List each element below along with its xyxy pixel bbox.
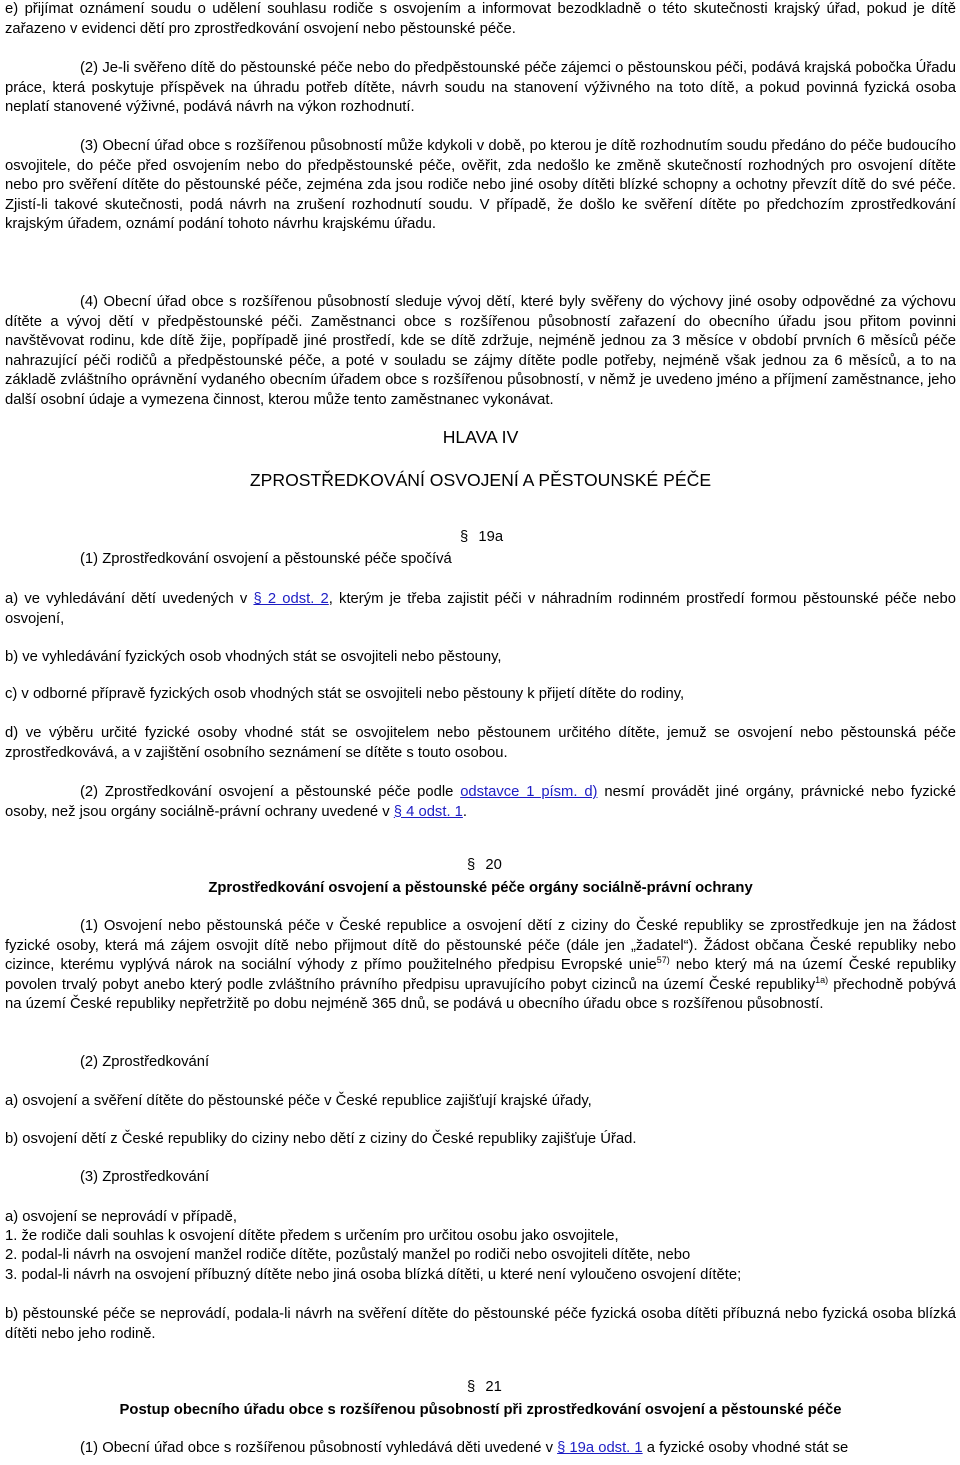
p1-text-part3: přechodně pobývá na území České republiky nepřetržitě po dobu nejméně 365 dnů, se podává u obecního úřadu obce s rozšířenou působností. xyxy=(5,976,956,1013)
section-21-heading: Postup obecního úřadu obce s rozšířenou působností při zprostředkování osvojení a pěstounské péče xyxy=(119,1402,842,1418)
section-symbol: § xyxy=(467,856,476,873)
section-20-label xyxy=(467,856,667,876)
section-21-label xyxy=(467,1378,667,1398)
p1-text-part2: nebo který má na území České republiky povolen trvalý pobyt anebo který podle zvláštního právního předpisu upravujícího pobyt cizinců na území České republiky xyxy=(5,957,957,993)
section-20-paragraph-3-item-a: a) osvojení se neprovádí v případě, xyxy=(5,1209,237,1225)
section-20-paragraph-3: (3) Zprostředkování xyxy=(80,1169,210,1185)
link-section-4-odst-1[interactable]: § 4 odst. 1 xyxy=(393,803,463,820)
section-20-paragraph-3-item-a-1: 1. že rodiče dali souhlas k osvojení dítěte předem s určením pro určitou osobu jako osvojitele, xyxy=(5,1228,619,1244)
section-20-paragraph-3-item-b: b) pěstounské péče se neprovádí, podala-li návrh na svěření dítěte do pěstounské péče fyzická osoba dítěti příbuzná nebo fyzická osoba blízká dítěti nebo jeho rodině. xyxy=(5,1306,956,1342)
paragraph-e: e) přijímat oznámení soudu o udělení souhlasu rodiče s osvojením a informovat bezodkladně o této skutečnosti krajský úřad, pokud je dítě zařazeno v evidenci dětí pro zprostředkování osvojení nebo pěstounské péče. xyxy=(5,1,956,37)
section-20-paragraph-2-item-b: b) osvojení dětí z České republiky do ciziny nebo dětí z ciziny do České republiky zajišťuje Úřad. xyxy=(5,1131,637,1147)
section-19a-label xyxy=(460,528,660,548)
p1-text-part1: (1) Osvojení nebo pěstounská péče v České republice a osvojení dětí z ciziny do České republiky se zprostředkuje jen na žádost fyzické osoby, která má zájem osvojit dítě nebo přijmout dítě do pěstounské péče (dále jen „žadatel“). Žádost občana České republiky nebo cizince, kterému vyplývá nárok na sociální výhody z přímo použitelného předpisu Evropské unie xyxy=(5,918,956,974)
section-20-paragraph-2-item-a: a) osvojení a svěření dítěte do pěstounské péče v České republice zajišťují krajské úřady, xyxy=(5,1093,592,1109)
section-19a-intro: (1) Zprostředkování osvojení a pěstounské péče spočívá xyxy=(80,551,452,567)
p2-text-end: . xyxy=(462,803,468,820)
section-20-paragraph-3-item-a-2: 2. podal-li návrh na osvojení manžel rodiče dítěte, pozůstalý manžel po rodiči nebo osvojiteli dítěte, nebo xyxy=(5,1247,691,1263)
section-number: 21 xyxy=(485,1378,502,1395)
link-section-2-odst-2[interactable]: § 2 odst. 2 xyxy=(253,591,329,607)
s21-p1-text-start: (1) Obecní úřad obce s rozšířenou působností vyhledává děti uvedené v xyxy=(80,1440,558,1456)
section-21-paragraph-1 xyxy=(5,1439,956,1459)
section-19a-item-d: d) ve výběru určité fyzické osoby vhodné stát se osvojitelem nebo pěstounem určitého dítěte, jemuž se osvojení nebo pěstounská péče zprostředkovává, a v zajištění osobního seznámení se dítěte s touto osobou. xyxy=(5,725,956,761)
section-number: 19a xyxy=(478,528,504,545)
section-19a-item-b: b) ve vyhledávání fyzických osob vhodných stát se osvojiteli nebo pěstouny, xyxy=(5,649,502,665)
link-section-19a-odst-1[interactable]: § 19a odst. 1 xyxy=(557,1440,643,1456)
paragraph-2: (2) Je-li svěřeno dítě do pěstounské péče nebo do předpěstounské péče zájemci o pěstounskou péči, podává krajská pobočka Úřadu práce, která poskytuje příspěvek na úhradu potřeb dítěte, návrh soudu na stanovení výživného na toto dítě, a pokud povinná fyzická osoba neplatí stanovené výživné, podává návrh na výkon rozhodnutí. xyxy=(5,60,956,116)
section-symbol: § xyxy=(467,1378,476,1395)
section-19a-paragraph-2 xyxy=(5,783,956,822)
chapter-title: ZPROSTŘEDKOVÁNÍ OSVOJENÍ A PĚSTOUNSKÉ PÉČE xyxy=(249,470,712,490)
section-20-paragraph-3-item-a-3: 3. podal-li návrh na osvojení příbuzný dítěte nebo jiná osoba blízká dítěti, u které není vyloučeno osvojení dítěte; xyxy=(5,1267,742,1283)
section-19a-item-c: c) v odborné přípravě fyzických osob vhodných stát se osvojiteli nebo pěstouny k přijetí dítěte do rodiny, xyxy=(5,686,685,702)
paragraph-3: (3) Obecní úřad obce s rozšířenou působností může kdykoli v době, po kterou je dítě rozhodnutím soudu předáno do péče budoucího osvojitele, do péče před osvojením nebo do předpěstounské péče, ověřit, zda nedošlo ke změně skutečností rozhodných pro osvojení dítěte nebo pro svěření dítěte do pěstounské péče, zejména zda jsou rodiče nebo jiné osoby dítěti blízké schopny a ochotny převzít dítě do své péče. Zjistí-li takové skutečnosti, podá návrh na zrušení rozhodnutí soudu. V případě, že došlo ke svěření dítěte po předchozím zprostředkování krajským úřadem, oznámí podání tohoto návrhu krajskému úřadu. xyxy=(5,138,956,233)
section-20-heading: Zprostředkování osvojení a pěstounské péče orgány sociálně-právní ochrany xyxy=(208,880,753,896)
chapter-number: HLAVA IV xyxy=(442,427,519,447)
link-odstavce-1-pism-d[interactable]: odstavce 1 písm. d) xyxy=(460,784,598,800)
section-20-paragraph-2: (2) Zprostředkování xyxy=(80,1054,210,1070)
section-symbol: § xyxy=(460,528,469,545)
p2-text-start: (2) Zprostředkování osvojení a pěstounské péče podle xyxy=(80,784,461,800)
s21-p1-text-end: a fyzické osoby vhodné stát se xyxy=(642,1440,849,1456)
paragraph-4: (4) Obecní úřad obce s rozšířenou působností sleduje vývoj dětí, které byly svěřeny do výchovy jiné osoby odpovědné za výchovu dítěte a vývoj dětí v předpěstounské péči. Zaměstnanci obce s rozšířenou působností zařazení do obecního úřadu jsou přitom povinni navštěvovat rodinu, kde dítě žije, popřípadě jiné prostředí, kde se dítě zdržuje, nejméně jednou za 3 měsíce v období prvních 6 měsíců péče nahrazující péči rodičů a předpěstounské péče, a poté v souladu se zájmy dítěte podle potřeby, nejméně však jednou za 6 měsíců, a to na základě zvláštního oprávnění vydaného obecním úřadem obce s rozšířenou působností, v němž je uvedeno jméno a příjmení zaměstnance, jeho další osobní údaje a vymezena činnost, kterou může tento zaměstnanec vykonávat. xyxy=(5,294,956,408)
p2-text-middle: nesmí provádět jiné orgány, právnické nebo fyzické osoby, než jsou orgány sociálně-právní ochrany uvedené v xyxy=(5,784,956,820)
footnote-ref-1a: 1a) xyxy=(815,974,829,985)
item-a-text-start: a) ve vyhledávání dětí uvedených v xyxy=(5,591,254,607)
section-20-paragraph-1 xyxy=(5,917,956,1015)
section-number: 20 xyxy=(485,856,502,873)
section-19a-item-a xyxy=(5,590,956,629)
footnote-ref-57: 57) xyxy=(656,955,670,966)
item-a-text-end: , kterým je třeba zajistit péči v náhradním rodinném prostředí formou pěstounské péče nebo osvojení, xyxy=(5,591,956,627)
